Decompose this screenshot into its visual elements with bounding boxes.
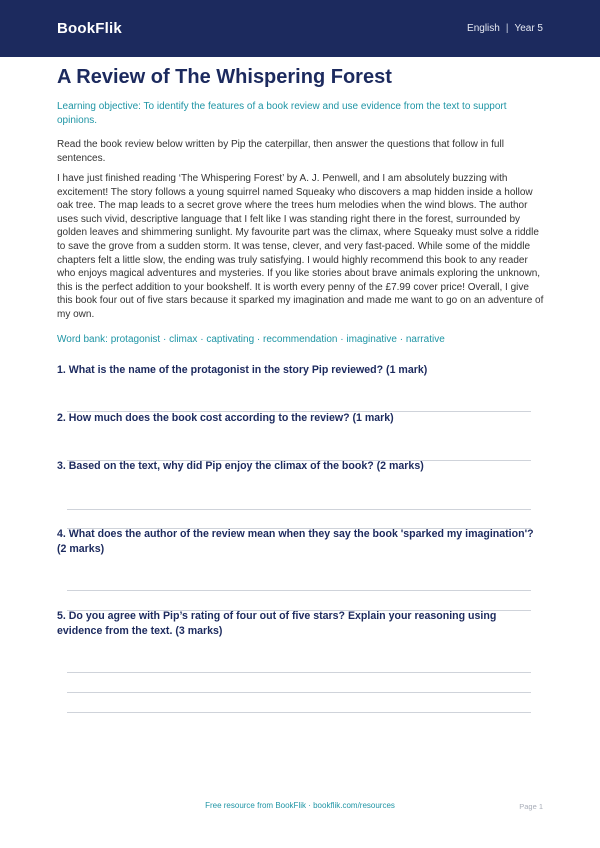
page-number: Page 1	[519, 802, 543, 811]
question-5: 5. Do you agree with Pip’s rating of four out of five stars? Explain your reasoning using evidence from the text. (3 marks)	[57, 610, 497, 637]
subject-separator: |	[505, 23, 509, 34]
brand-logo-text[interactable]: BookFlik	[57, 20, 122, 37]
question-4: 4. What does the author of the review mean when they say the book 'sparked my imagination'? (2 marks)	[57, 528, 534, 555]
subject-name: English	[467, 23, 500, 34]
page-title: A Review of The Whispering Forest	[57, 66, 392, 88]
year-label: Year 5	[514, 23, 543, 34]
question-1: 1. What is the name of the protagonist in the story Pip reviewed? (1 mark)	[57, 364, 428, 376]
instructions: Read the book review below written by Pip the caterpillar, then answer the questions that follow in full sentences.	[57, 139, 504, 164]
answer-line[interactable]	[67, 672, 531, 673]
answer-line[interactable]	[67, 590, 531, 591]
answer-line[interactable]	[67, 692, 531, 693]
question-2: 2. How much does the book cost according to the review? (1 mark)	[57, 412, 394, 424]
footer-credit-link[interactable]: Free resource from BookFlik · bookflik.com/resources	[205, 801, 395, 810]
learning-objective: Learning objective: To identify the features of a book review and use evidence from the text to support opinions.	[57, 101, 507, 126]
answer-line[interactable]	[67, 509, 531, 510]
subject-label	[467, 23, 543, 34]
answer-line[interactable]	[67, 712, 531, 713]
header-bar	[0, 0, 600, 57]
word-bank: Word bank: protagonist · climax · captivating · recommendation · imaginative · narrative	[57, 334, 445, 345]
review-text: I have just finished reading ‘The Whispering Forest’ by A. J. Penwell, and I am absolutely buzzing with excitement! The story follows a young squirrel named Squeaky who discovers a map hidden inside a hollow oak tree. The map leads to a secret grove where the trees hum melodies when the wind blows. The author uses such vivid, descriptive language that I felt like I was standing right there in the forest, surrounded by golden leaves and shimmering sunlight. My favourite part was the climax, where Squeaky must solve a riddle to save the grove from a sudden storm. It was tense, clever, and very fast-paced. While some of the middle chapters felt a little slow, the ending was truly satisfying. I would highly recommend this book to any reader who enjoys magical adventures and mysteries. If you like stories about brave animals exploring the unknown, this is the perfect addition to your bookshelf. It is worth every penny of the £7.99 cover price! Overall, I give this book four out of five stars because it sparked my imagination and made me want to go on an adventure of my own.	[57, 173, 544, 320]
footer	[0, 801, 600, 815]
question-3: 3. Based on the text, why did Pip enjoy the climax of the book? (2 marks)	[57, 460, 424, 472]
